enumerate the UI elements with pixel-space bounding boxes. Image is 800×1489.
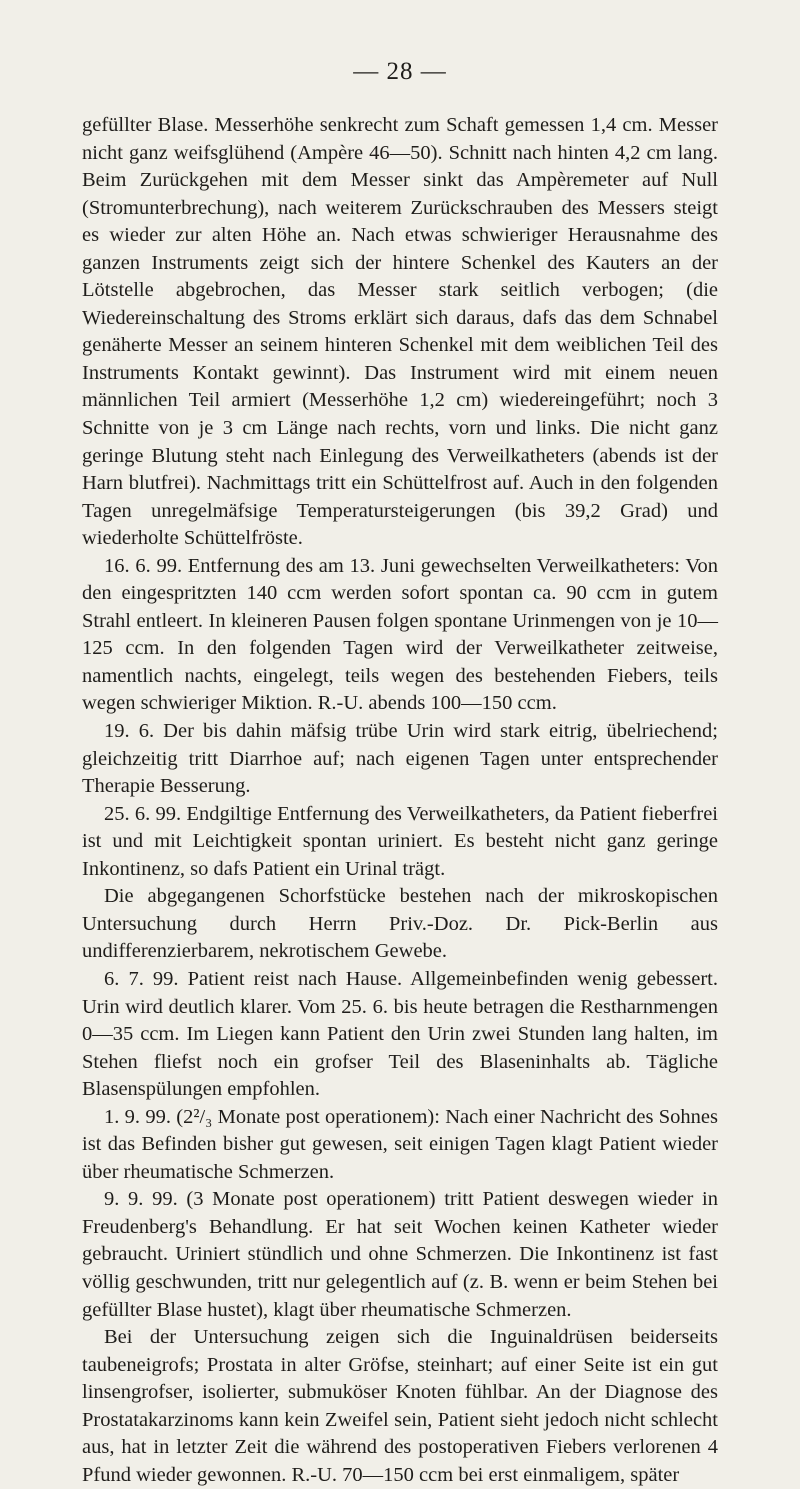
- paragraph-6: 6. 7. 99. Patient reist nach Hause. Allgemeinbefinden wenig gebessert. Urin wird deutlich klarer. Vom 25. 6. bis heute betragen die Restharnmengen 0—35 ccm. Im Liegen kann Patient den Urin zwei Stunden lang halten, im Stehen fliefst noch ein grofser Teil des Blaseninhalts ab. Tägliche Blasenspülungen empfohlen.: [82, 967, 718, 1101]
- paragraph-1: gefüllter Blase. Messerhöhe senkrecht zum Schaft gemessen 1,4 cm. Messer nicht ganz weifsglühend (Ampère 46—50). Schnitt nach hinten 4,2 cm lang. Beim Zurückgehen mit dem Messer sinkt das Ampèremeter auf Null (Stromunterbrechung), nach weiterem Zurückschrauben des Messers steigt es wieder zur alten Höhe an. Nach etwas schwieriger Herausnahme des ganzen Instruments zeigt sich der hintere Schenkel des Kauters an der Lötstelle abgebrochen, das Messer stark seitlich verbogen; (die Wiedereinschaltung des Stroms erklärt sich daraus, dafs das dem Schnabel genäherte Messer an seinem hinteren Schenkel mit dem weiblichen Teil des Instruments Kontakt gewinnt). Das Instrument wird mit einem neuen männlichen Teil armiert (Messerhöhe 1,2 cm) wiedereingeführt; noch 3 Schnitte von je 3 cm Länge nach rechts, vorn und links. Die nicht ganz geringe Blutung steht nach Einlegung des Verweilkatheters (abends ist der Harn blutfrei). Nachmittags tritt ein Schüttelfrost auf. Auch in den folgenden Tagen unregelmäfsige Temperatursteigerungen (bis 39,2 Grad) und wiederholte Schüttelfröste.: [82, 114, 718, 550]
- page-number: — 28 —: [353, 58, 447, 85]
- paragraph-3: 19. 6. Der bis dahin mäfsig trübe Urin wird stark eitrig, übelriechend; gleichzeitig tritt Diarrhoe auf; nach eigenen Tagen unter entsprechender Therapie Besserung.: [82, 720, 718, 798]
- paragraph-4: 25. 6. 99. Endgiltige Entfernung des Verweilkatheters, da Patient fieberfrei ist und mit Leichtigkeit spontan uriniert. Es besteht nicht ganz geringe Inkontinenz, so dafs Patient ein Urinal trägt.: [82, 802, 718, 880]
- paragraph-5: Die abgegangenen Schorfstücke bestehen nach der mikroskopischen Untersuchung durch Herrn Priv.-Doz. Dr. Pick-Berlin aus undifferenzierbarem, nekrotischem Gewebe.: [82, 885, 718, 963]
- paragraph-9: Bei der Untersuchung zeigen sich die Inguinaldrüsen beiderseits taubeneigrofs; Prostata in alter Gröfse, steinhart; auf einer Seite ist ein gut linsengrofser, isolierter, submuköser Knoten fühlbar. An der Diagnose des Prostatakarzinoms kann kein Zweifel sein, Patient sieht jedoch nicht schlecht aus, hat in letzter Zeit die während des postoperativen Fiebers verlorenen 4 Pfund wieder gewonnen. R.-U. 70—150 ccm bei erst einmaligem, später: [82, 1326, 718, 1486]
- paragraph-8: 9. 9. 99. (3 Monate post operationem) tritt Patient deswegen wieder in Freudenberg's Behandlung. Er hat seit Wochen keinen Katheter wieder gebraucht. Uriniert stündlich und ohne Schmerzen. Die Inkontinenz ist fast völlig geschwunden, tritt nur gelegentlich auf (z. B. wenn er beim Stehen bei gefüllter Blase hustet), klagt über rheumatische Schmerzen.: [82, 1188, 718, 1321]
- body-text: [82, 112, 718, 1489]
- paragraph-2: 16. 6. 99. Entfernung des am 13. Juni gewechselten Verweilkatheters: Von den eingespritzten 140 ccm werden sofort spontan ca. 90 ccm in gutem Strahl entleert. In kleineren Pausen folgen spontane Urinmengen von je 10—125 ccm. In den folgenden Tagen wird der Verweilkatheter zeitweise, namentlich nachts, eingelegt, teils wegen des bestehenden Fiebers, teils wegen schwieriger Miktion. R.-U. abends 100—150 ccm.: [82, 554, 718, 715]
- paragraph-7: 1. 9. 99. (2²/₃ Monate post operationem): Nach einer Nachricht des Sohnes ist das Befinden bisher gut gewesen, seit einigen Tagen klagt Patient wieder über rheumatische Schmerzen.: [82, 1105, 718, 1183]
